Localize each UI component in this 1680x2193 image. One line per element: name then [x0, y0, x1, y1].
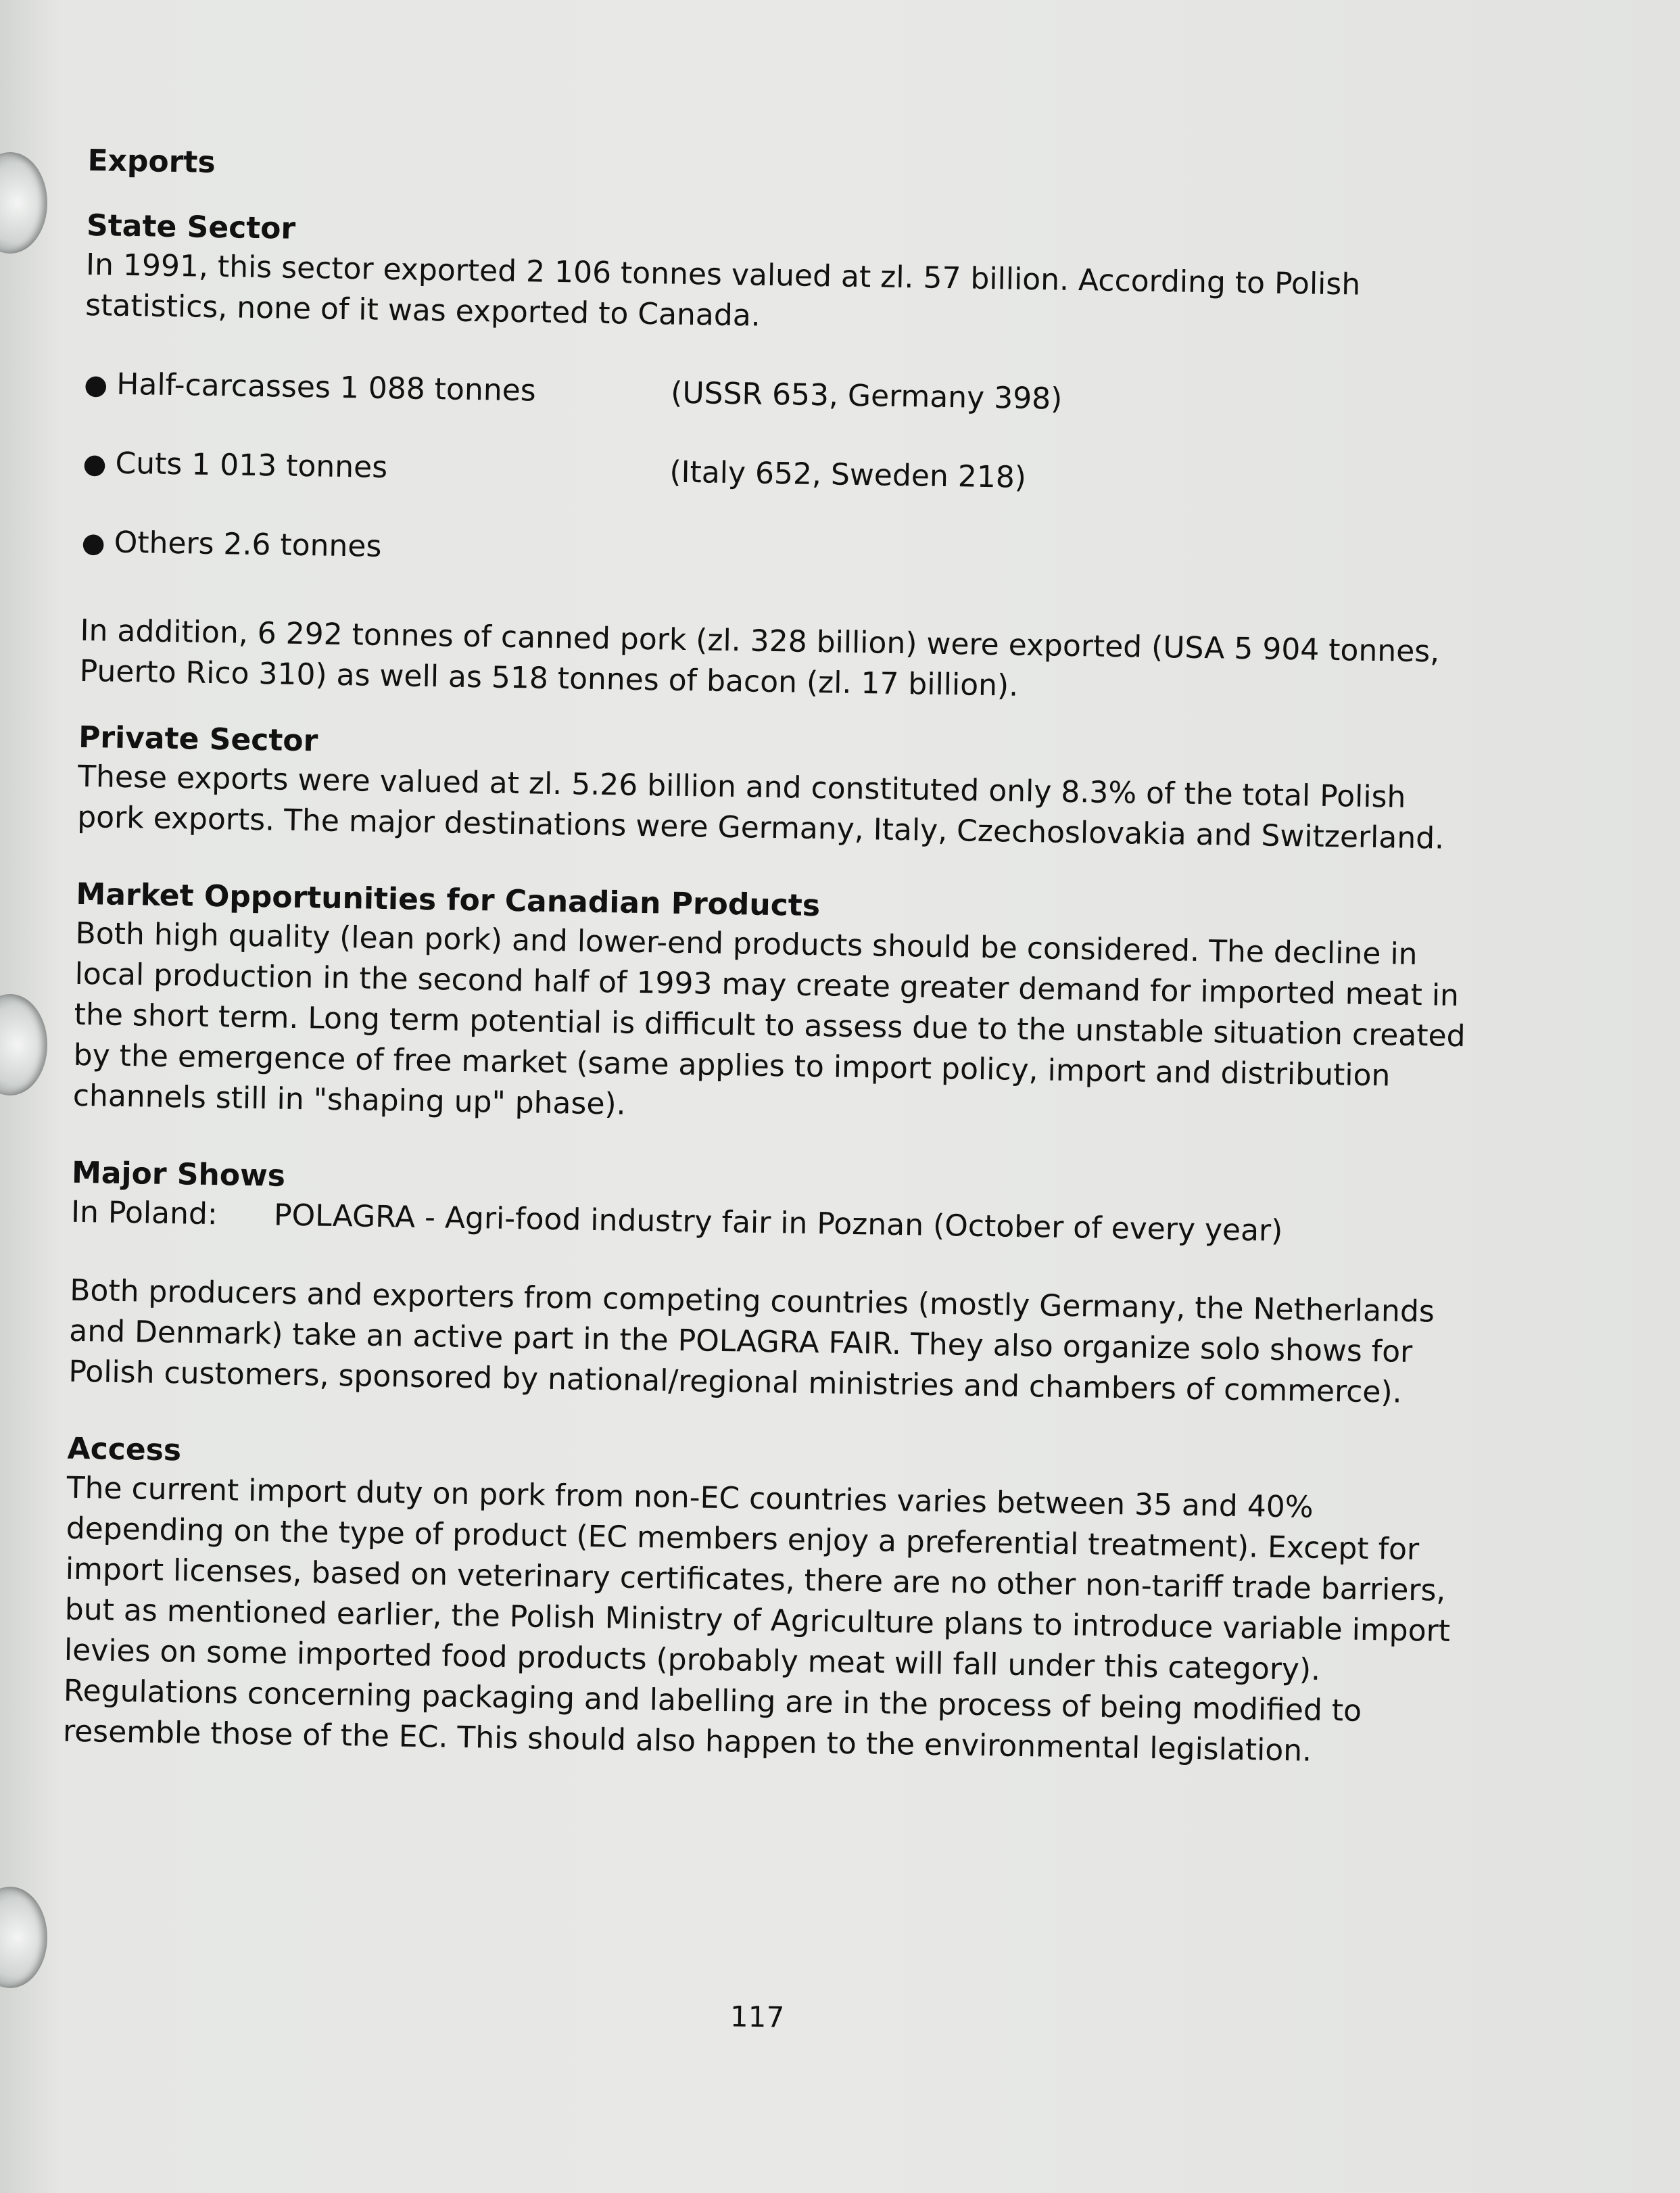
canned-pork-text: In addition, 6 292 tonnes of canned pork (zl. 328 billion) were exported (USA 5 904 tonnes, Puerto Rico 310) as well as 518 tonnes of bacon (zl. 17 billion). [79, 613, 1440, 703]
bullet-dot: ● [83, 369, 108, 401]
state-sector-text: In 1991, this sector exported 2 106 tonnes valued at zl. 57 billion. According to Polish statistics, none of it was exported to Canada. [85, 247, 1361, 333]
major-shows-event: POLAGRA - Agri-food industry fair in Poznan (October of every year) [273, 1198, 1283, 1248]
binder-hole-bottom [0, 1887, 47, 1988]
major-shows-text: Both producers and exporters from competing countries (mostly Germany, the Netherlands and Denmark) take an active part in the POLAGRA FAIR. They also organize solo shows for Polish customers, sponsored by national/regional ministries and chambers of commerce). [68, 1273, 1435, 1410]
major-shows-heading: Major Shows [71, 1155, 286, 1194]
binder-hole-top [0, 152, 47, 254]
bullet-dot: ● [81, 527, 105, 559]
bullet-label: Half-carcasses 1 088 tonnes [116, 367, 537, 408]
page-number: 117 [729, 2000, 785, 2034]
binder-hole-middle [0, 994, 47, 1095]
document-body [63, 142, 1481, 1774]
bullet-detail: (USSR 653, Germany 398) [670, 375, 1063, 417]
exports-heading: Exports [87, 143, 216, 180]
market-opportunities-heading: Market Opportunities for Canadian Products [76, 876, 821, 924]
bullet-label: Others 2.6 tonnes [114, 525, 382, 564]
market-opportunities-text: Both high quality (lean pork) and lower-end products should be considered. The decline in local production in the second half of 1993 may create greater demand for imported meat in the short term. Long term potential is difficult to assess due to the unstable situation created by the emergence of free market (same applies to import policy, import and distribution channels still in "shaping up" phase). [72, 916, 1466, 1122]
private-sector-heading: Private Sector [78, 720, 318, 759]
bullet-dot: ● [82, 448, 107, 480]
access-heading: Access [67, 1431, 182, 1468]
bullet-label: Cuts 1 013 tonnes [115, 446, 388, 486]
private-sector-text: These exports were valued at zl. 5.26 billion and constituted only 8.3% of the total Polish pork exports. The major destinations were Germany, Italy, Czechoslovakia and Switzerland. [76, 759, 1445, 856]
state-sector-heading: State Sector [86, 208, 296, 246]
access-text: The current import duty on pork from non-EC countries varies between 35 and 40% depending on the type of product (EC members enjoy a preferential treatment). Except for import licenses, based on veterinary certificates, there are no other non-tariff trade barriers, but as mentioned earlier, the Polish Ministry of Agriculture plans to introduce variable import levies on some imported food products (probably meat will fall under this category). Regulations concerning packaging and labelling are in the process of being modified to resemble those of the EC. This should also happen to the environmental legislation. [62, 1470, 1451, 1768]
major-shows-label: In Poland: [70, 1194, 218, 1232]
bullet-detail: (Italy 652, Sweden 218) [669, 454, 1027, 495]
